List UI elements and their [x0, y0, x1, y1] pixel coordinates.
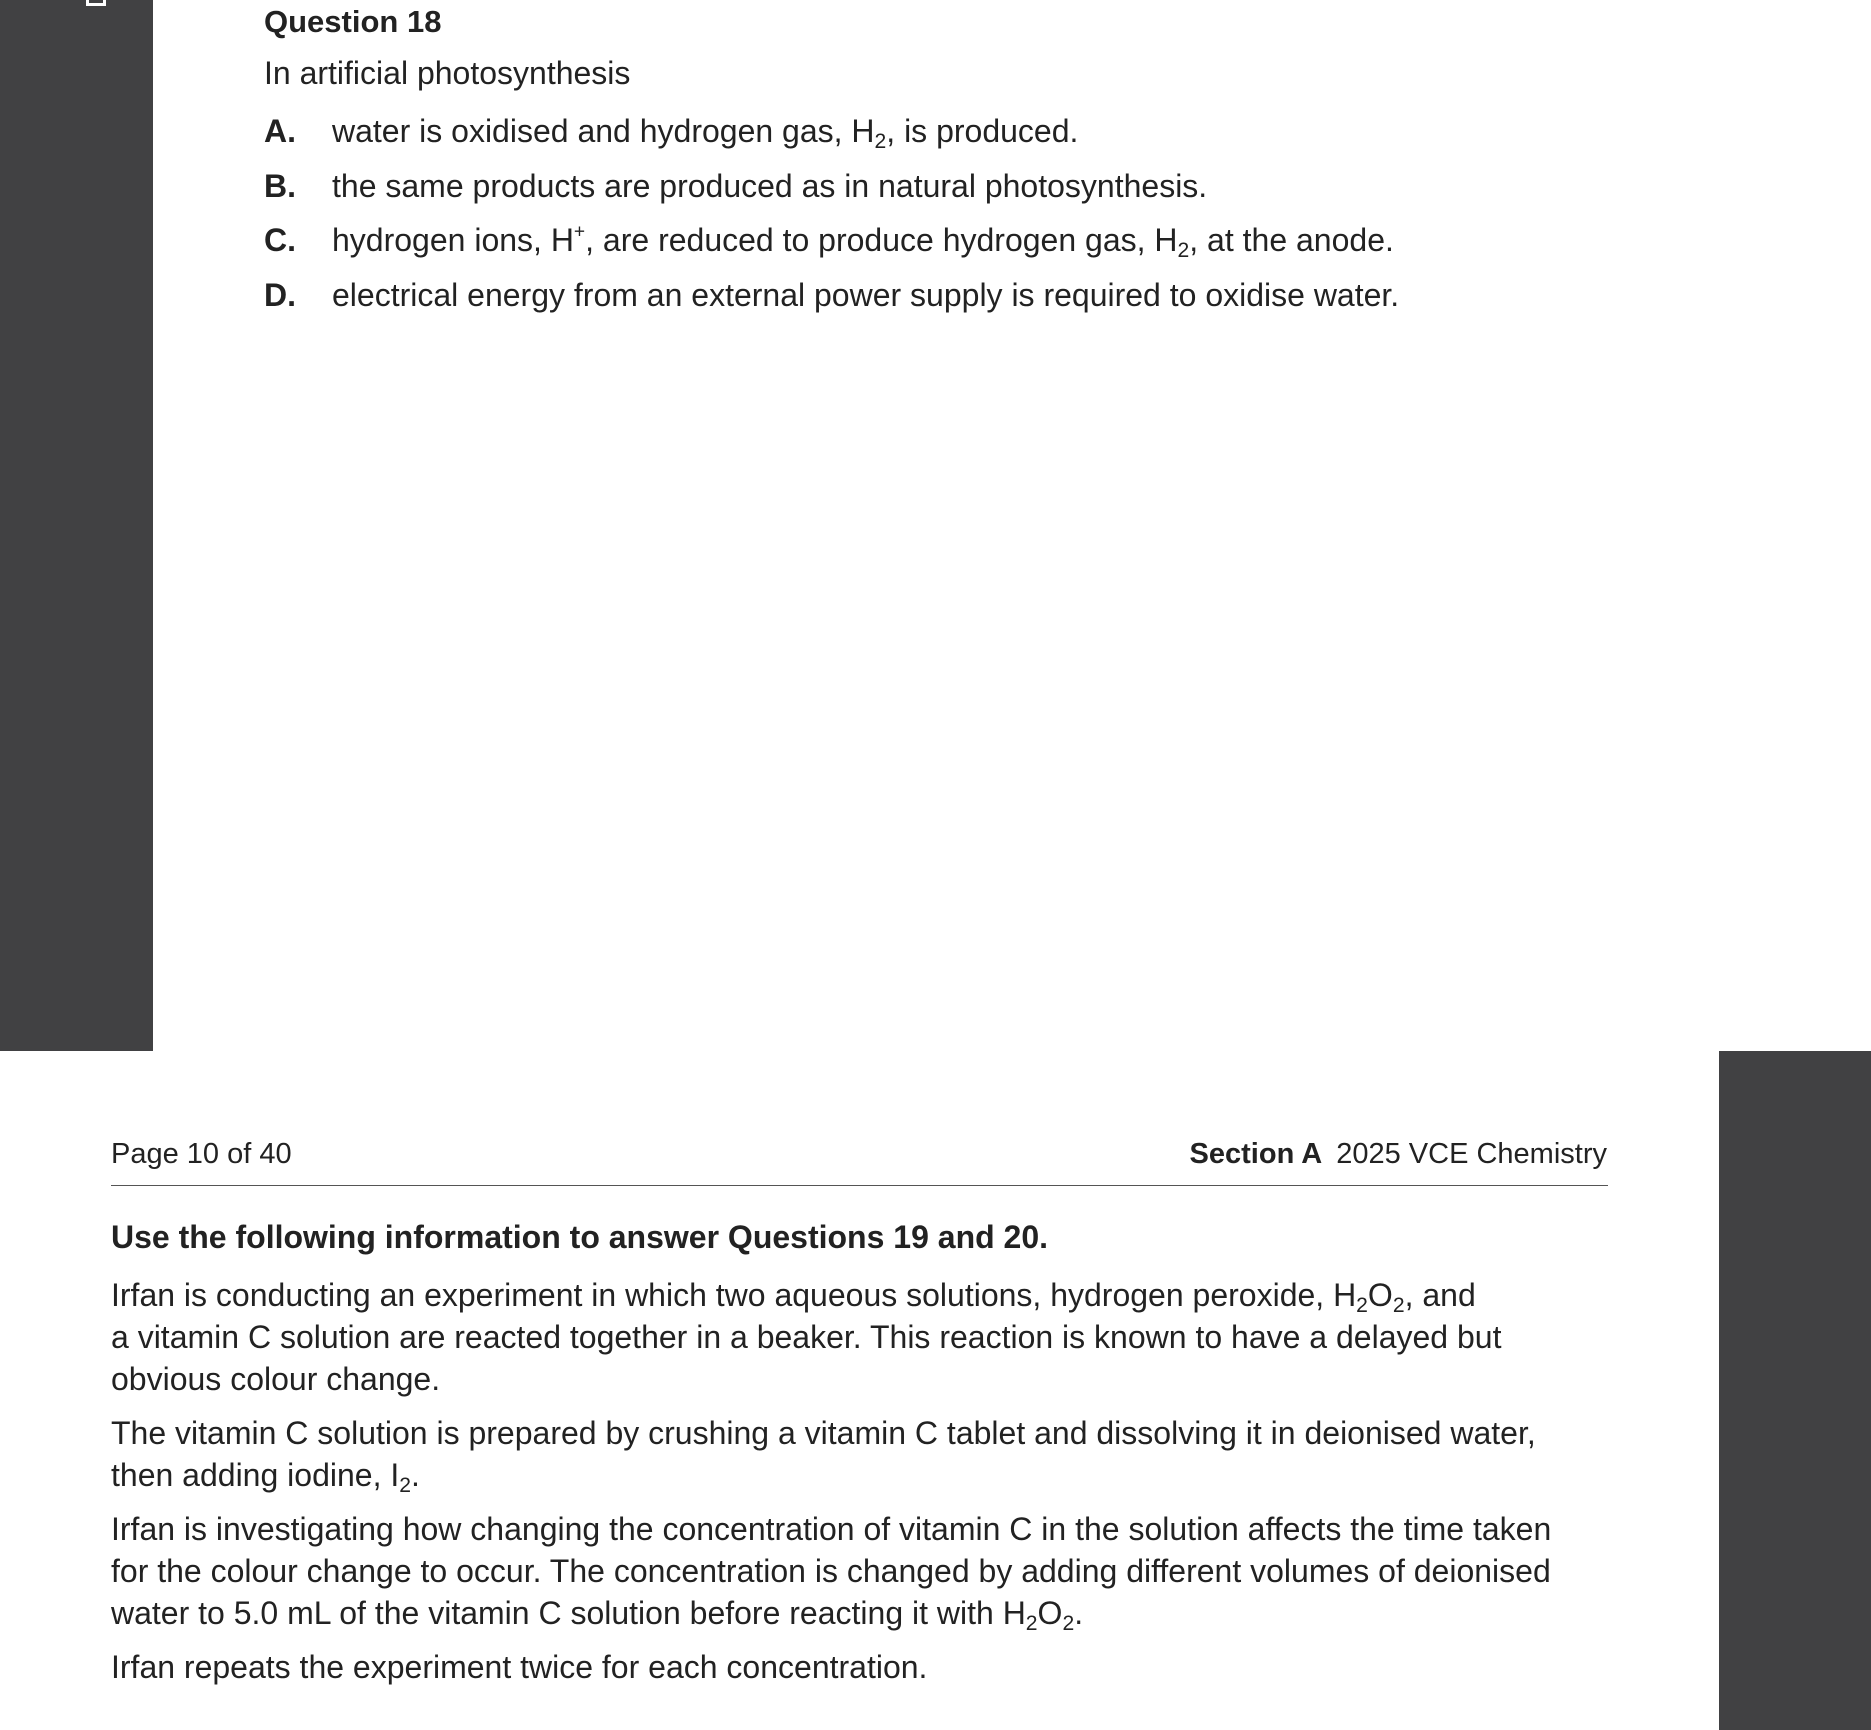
- page-corner-icon: [86, 0, 106, 6]
- option-letter: A.: [264, 113, 296, 149]
- option-text: the same products are produced as in natural photosynthesis.: [332, 168, 1208, 204]
- header-divider: [111, 1185, 1608, 1186]
- question-stem: In artificial photosynthesis: [264, 55, 631, 91]
- left-margin-bar: [0, 0, 153, 1051]
- running-header: [1190, 1138, 1607, 1171]
- section-label: Section A: [1189, 1138, 1323, 1170]
- right-margin-bar: [1719, 1051, 1871, 1730]
- info-paragraph-2: The vitamin C solution is prepared by crushing a vitamin C tablet and dissolving it in deionised water, then adding iodine, $I_2$.: [111, 1415, 1536, 1497]
- option-letter: B.: [264, 168, 296, 204]
- page-number: Page 10 of 40: [111, 1138, 292, 1170]
- option-letter: C.: [264, 222, 296, 258]
- exam-subject: 2025 VCE Chemistry: [1336, 1138, 1607, 1170]
- info-lead: Use the following information to answer Questions 19 and 20.: [111, 1219, 1049, 1255]
- option-letter: D.: [264, 277, 296, 313]
- info-paragraph-3: Irfan is investigating how changing the concentration of vitamin C in the solution affects the time taken for the colour change to occur. The concentration is changed by adding different volumes of deionised water to 5.0 mL of the vitamin C solution before reacting it with $H_2O_2$.: [111, 1511, 1552, 1635]
- info-block: [111, 1219, 1631, 1700]
- info-paragraph-1: Irfan is conducting an experiment in which two aqueous solutions, hydrogen peroxide, $H_2O_2$, and a vitamin C solution are reacted together in a beaker. This reaction is known to have a delayed but obvious colour change.: [111, 1277, 1502, 1397]
- question-title: Question 18: [264, 4, 442, 39]
- option-text: hydrogen ions, H+, are reduced to produce hydrogen gas, $H_2$, at the anode.: [332, 221, 1394, 262]
- option-text: electrical energy from an external power supply is required to oxidise water.: [332, 277, 1400, 313]
- info-paragraph-4: Irfan repeats the experiment twice for each concentration.: [111, 1649, 928, 1685]
- option-text: water is oxidised and hydrogen gas, $H_2$, is produced.: [332, 113, 1079, 153]
